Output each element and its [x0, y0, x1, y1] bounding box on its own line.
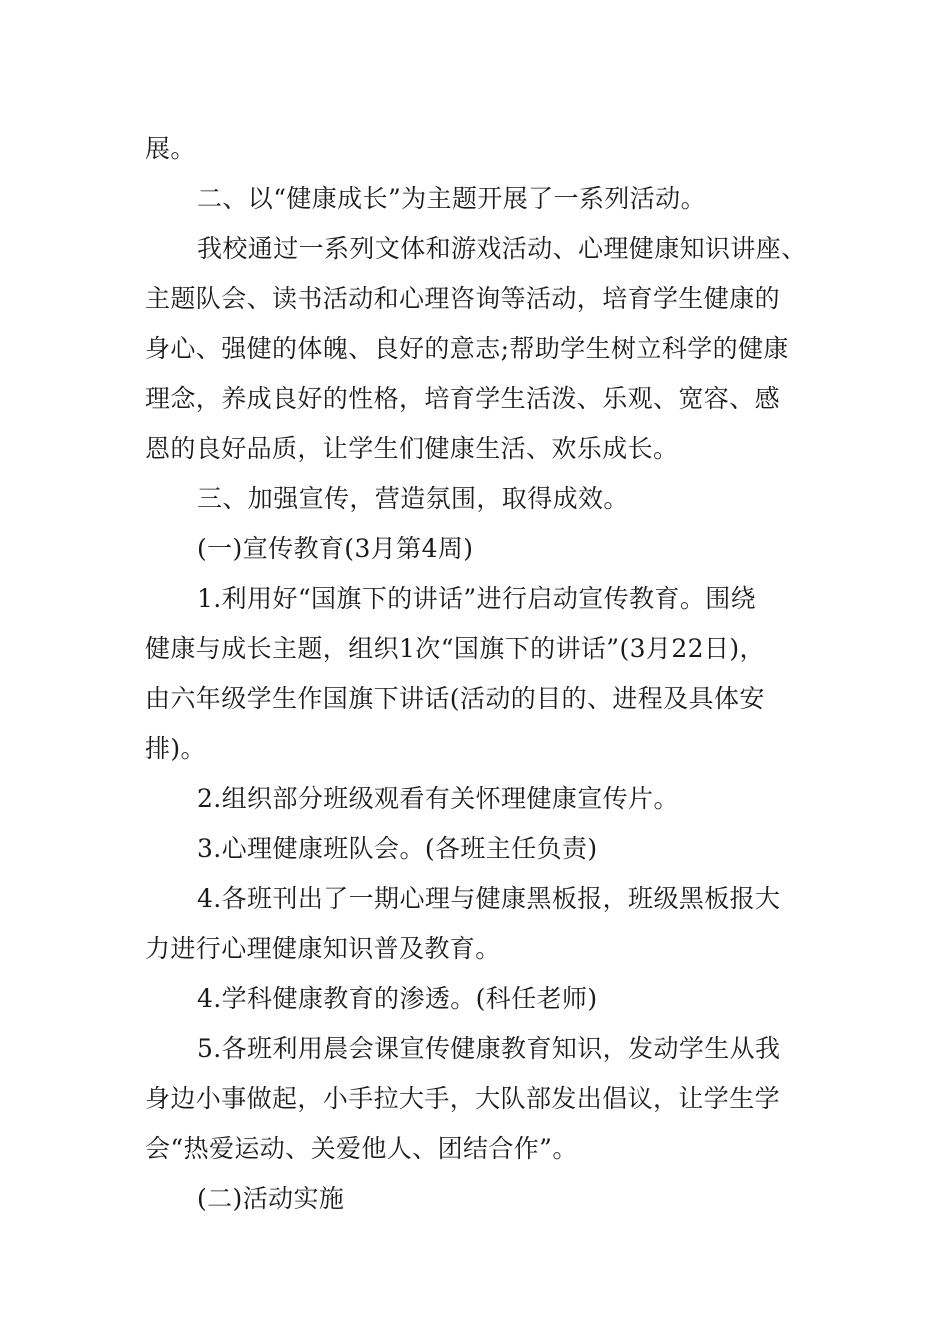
paragraph-continuation: 展。	[145, 134, 196, 163]
list-item-4: 4.各班刊出了一期心理与健康黑板报，班级黑板报大	[197, 884, 781, 913]
list-item-1: 1.利用好“国旗下的讲话”进行启动宣传教育。围绕	[197, 584, 757, 613]
paragraph-line: 健康与成长主题，组织1次“国旗下的讲话”(3月22日)，	[145, 634, 765, 663]
section-heading-2: 二、以“健康成长”为主题开展了一系列活动。	[197, 184, 706, 213]
paragraph-line: 力进行心理健康知识普及教育。	[145, 934, 501, 963]
list-item-3: 3.心理健康班队会。(各班主任负责)	[197, 834, 598, 863]
list-item-2: 2.组织部分班级观看有关怀理健康宣传片。	[197, 784, 679, 813]
paragraph-line: 身心、强健的体魄、良好的意志;帮助学生树立科学的健康	[145, 334, 789, 363]
paragraph-line: 主题队会、读书活动和心理咨询等活动，培育学生健康的	[145, 284, 781, 313]
paragraph-line: 会“热爱运动、关爱他人、团结合作”。	[145, 1134, 578, 1163]
section-heading-3: 三、加强宣传，营造氛围，取得成效。	[197, 484, 629, 513]
subsection-heading-1: (一)宣传教育(3月第4周)	[197, 534, 474, 563]
paragraph-line: 我校通过一系列文体和游戏活动、心理健康知识讲座、	[197, 234, 807, 263]
paragraph-line: 理念，养成良好的性格，培育学生活泼、乐观、宽容、感	[145, 384, 781, 413]
list-item-5: 5.各班利用晨会课宣传健康教育知识，发动学生从我	[197, 1034, 781, 1063]
list-item-4b: 4.学科健康教育的渗透。(科任老师)	[197, 984, 598, 1013]
subsection-heading-2: (二)活动实施	[197, 1184, 345, 1213]
paragraph-line: 由六年级学生作国旗下讲话(活动的目的、进程及具体安	[145, 684, 765, 713]
paragraph-line: 排)。	[145, 734, 206, 763]
paragraph-line: 恩的良好品质，让学生们健康生活、欢乐成长。	[145, 434, 679, 463]
paragraph-line: 身边小事做起，小手拉大手，大队部发出倡议，让学生学	[145, 1084, 781, 1113]
